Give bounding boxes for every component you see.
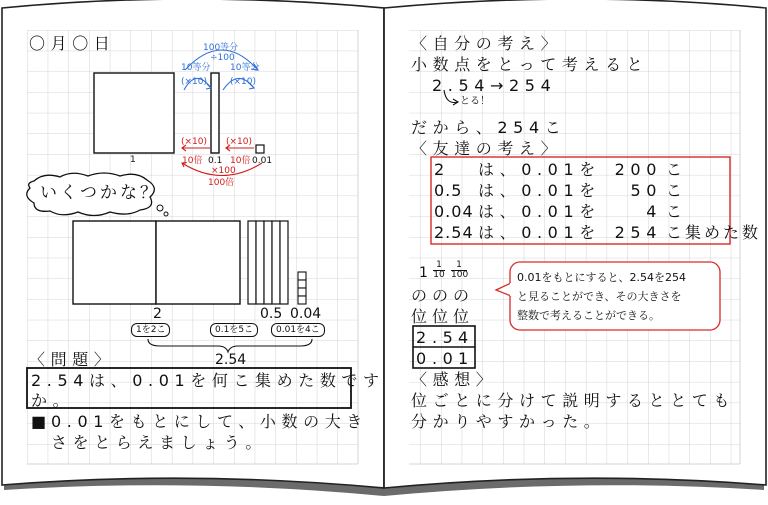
place-cell: 1 [458, 349, 474, 368]
place-no-3: の [453, 286, 475, 305]
impression-line-1: 位ごとに分けて説明するととても [411, 391, 736, 410]
place-label-3: 位 [453, 307, 475, 326]
friend-end: こ [666, 160, 688, 179]
square-one [94, 73, 174, 153]
hundredth-squares [298, 272, 306, 304]
label-two: 2 [153, 306, 162, 322]
label-hundredth: 0.01 [252, 156, 273, 166]
box-hundredth: 0.01を4こ [271, 323, 325, 337]
friend-mid: は、0.01を [478, 181, 601, 200]
explanation-line: 整数で考えることができる。 [517, 309, 660, 322]
div10-left-expr: (×10) [181, 77, 208, 87]
problem-line-1: 2.54は、0.01を何こ集めた数です [31, 371, 385, 390]
total-label: 2.54 [215, 352, 247, 368]
place-cell: .5 [432, 328, 459, 347]
friend-count: 50 [630, 181, 662, 200]
friend-count: 254 [614, 223, 662, 242]
div100-label: 100等分 [203, 43, 239, 53]
square-one-a [73, 221, 156, 304]
own-line-3: だから、254こ [411, 118, 567, 137]
own-heading: 〈自分の考え〉 [411, 34, 563, 53]
place-cell: 4 [458, 328, 474, 347]
box-one: 1を2こ [131, 323, 170, 337]
times10-left-expr: (×10) [181, 137, 208, 147]
times10-right-expr: (×10) [226, 137, 253, 147]
fraction-num: 1 [433, 261, 445, 271]
problem-line-2: か。 [31, 391, 75, 410]
explanation-text [517, 268, 686, 325]
fraction-den: 100 [451, 270, 469, 280]
explanation-line: と見ることができ、その大きさを [517, 290, 682, 303]
friend-num: 2.54 [434, 223, 474, 242]
question-bubble-text: いくつかな？ [40, 183, 160, 203]
div100-expr: ÷100 [210, 53, 235, 63]
times10-right-label: 10倍 [230, 156, 251, 166]
friend-count: 200 [614, 160, 662, 179]
square-one-b [156, 221, 240, 304]
tenth-bars [248, 221, 288, 304]
friend-mid: は、0.01を [478, 223, 601, 242]
label-one: 1 [130, 155, 136, 165]
goal-marker: ■ [31, 412, 52, 431]
place-label-1: 位 [411, 307, 433, 326]
impression-heading: 〈感想〉 [411, 370, 498, 389]
friend-end: こ集めた数 [666, 223, 762, 242]
place-no-2: の [432, 286, 454, 305]
impression-line-2: 分かりやすかった。 [411, 412, 606, 431]
square-hundredth [256, 145, 264, 153]
friend-num: 0.04 [434, 202, 474, 221]
div10-left-label: 10等分 [181, 63, 211, 73]
friend-mid: は、0.01を [478, 202, 601, 221]
problem-heading: 〈問題〉 [29, 350, 116, 369]
bar-tenth [211, 73, 219, 153]
times100-label: 100倍 [208, 178, 235, 188]
place-header-hundredth [451, 261, 467, 280]
friend-end: こ [666, 202, 688, 221]
fraction-num: 1 [451, 261, 467, 271]
explanation-line: 0.01をもとにすると、2.54を254 [517, 271, 686, 284]
fraction-den: 10 [433, 270, 445, 280]
own-note: とる！ [460, 96, 490, 107]
times10-left-label: 10倍 [182, 156, 203, 166]
place-cell: .0 [432, 349, 459, 368]
friend-num: 2 [434, 160, 450, 179]
friend-count: 4 [646, 202, 662, 221]
date-heading: 〇月〇日 [29, 34, 116, 53]
label-tenth: 0.1 [208, 156, 223, 166]
place-cell: 2 [416, 328, 432, 347]
friend-end: こ [666, 181, 688, 200]
box-tenth: 0.1を5こ [210, 323, 258, 337]
div10-right-expr: (×10) [230, 77, 257, 87]
place-header-one: 1 [419, 265, 428, 281]
label-small: 0.04 [290, 306, 322, 322]
place-label-2: 位 [432, 307, 454, 326]
place-header-tenth [433, 261, 445, 280]
label-half: 0.5 [260, 306, 283, 322]
own-conversion: 2.54→254 [432, 76, 557, 95]
friend-num: 0.5 [434, 181, 463, 200]
friend-mid: は、0.01を [478, 160, 601, 179]
times100-expr: ×100 [211, 166, 236, 176]
goal-line-1: 0.01をもとにして、小数の大き [51, 412, 368, 431]
div10-right-label: 10等分 [230, 63, 260, 73]
place-cell: 0 [416, 349, 432, 368]
own-line-1: 小数点をとって考えると [411, 55, 649, 74]
goal-line-2: さをとらえましょう。 [51, 433, 268, 452]
friend-heading: 〈友達の考え〉 [411, 139, 563, 158]
place-no-1: の [411, 286, 433, 305]
